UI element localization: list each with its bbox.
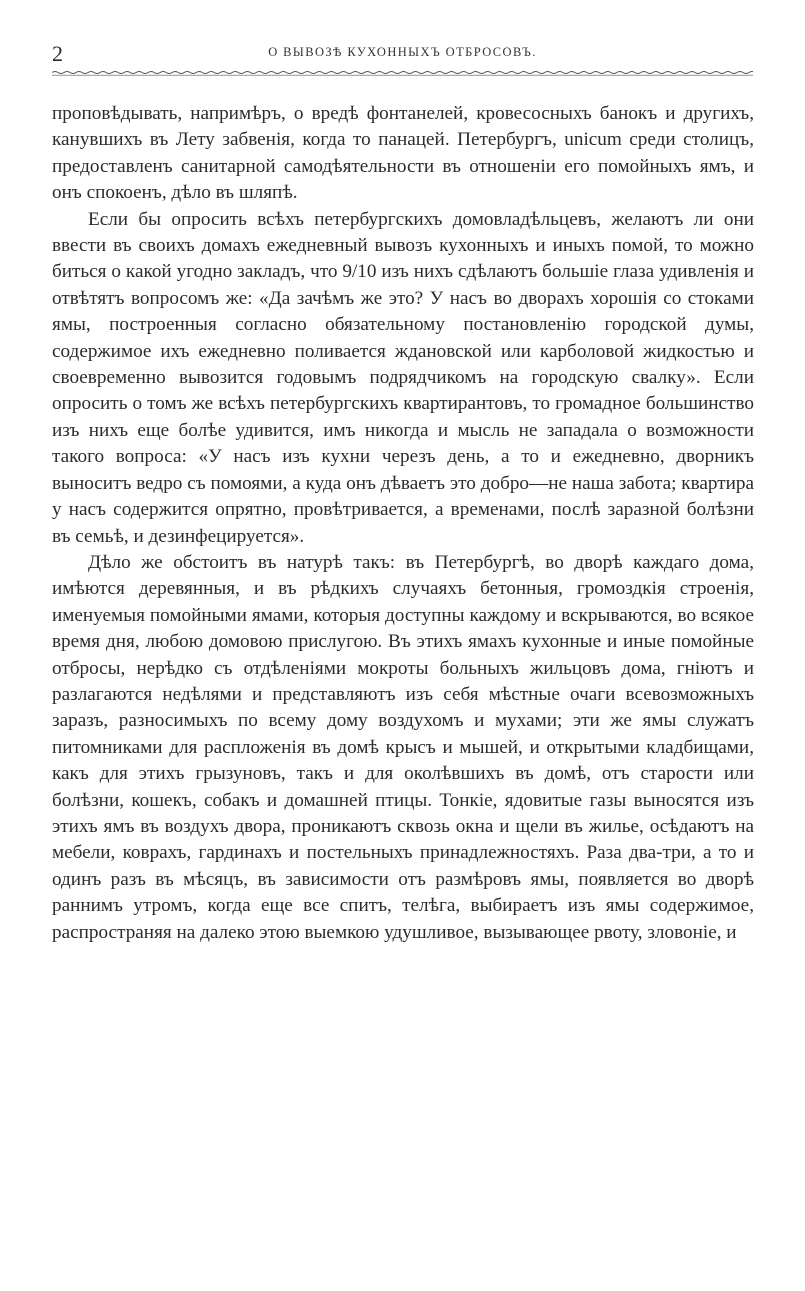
paragraph-homeowners: Если бы опросить всѣхъ петербургскихъ домовладѣльцевъ, желаютъ ли они ввести въ своихъ домахъ ежедневный вывозъ кухонныхъ и иныхъ помой, то можно биться о какой угодно закладъ, что 9/10 изъ нихъ сдѣлаютъ большіе глаза удивленія и отвѣтятъ вопросомъ же: «Да зачѣмъ же это? У насъ во дворахъ хорошія со стоками ямы, построенныя согласно обязательному постановленію городской думы, содержимое ихъ ежедневно поливается ждановской или карболовой жидкостью и своевременно вывозится годовымъ подрядчикомъ на городскую свалку». Если опросить о томъ же всѣхъ петербургскихъ квартирантовъ, то громадное большинство изъ нихъ еще болѣе удивится, имъ никогда и мысль не западала о возможности такого вопроса: «У насъ изъ кухни черезъ день, а то и ежедневно, дворникъ выноситъ ведро съ помоями, а куда онъ дѣваетъ это добро—не наша забота; квартира у насъ содержится опрятно, провѣтривается, а временами, послѣ заразной болѣзни въ семьѣ, и дезинфецируется».	[52, 208, 754, 547]
page-number: 2	[52, 41, 63, 66]
wavy-rule-graphic	[52, 70, 753, 76]
paragraph-actual-state: Дѣло же обстоитъ въ натурѣ такъ: въ Петербургѣ, во дворѣ каждаго дома, имѣются деревянныя, и въ рѣдкихъ случаяхъ бетонныя, громоздкія строенія, именуемыя помойными ямами, которыя доступны каждому и вскрываются, во всякое время дня, любою домовою прислугою. Въ этихъ ямахъ кухонные и иные помойные отбросы, нерѣдко съ отдѣленіями мокроты больныхъ жильцовъ дома, гніютъ и разлагаются недѣлями и представляютъ изъ себя мѣстные очаги всевозможныхъ заразъ, разносимыхъ по всему дому воздухомъ и мухами; эти же ямы служатъ питомниками для распложенія въ домѣ крысъ и мышей, и открытыми кладбищами, какъ для этихъ грызуновъ, такъ и для околѣвшихъ въ домѣ, отъ старости или болѣзни, кошекъ, собакъ и домашней птицы. Тонкіе, ядовитые газы выносятся изъ этихъ ямъ въ воздухъ двора, проникаютъ сквозь окна и щели въ жилье, осѣдаютъ на мебели, коврахъ, гардинахъ и постельныхъ принадлежностяхъ. Раза два-три, а то и одинъ разъ въ мѣсяцъ, въ зависимости отъ размѣровъ ямы, появляется во дворѣ раннимъ утромъ, когда еще все спитъ, телѣга, выбираетъ изъ ямы содержимое, распространяя на далеко этою выемкою удушливое, вызывающее рвоту, зловоніе, и	[52, 551, 754, 943]
decorative-wavy-rule	[52, 70, 753, 76]
body-text	[52, 101, 754, 946]
page-header	[52, 40, 753, 76]
paragraph-continuation: проповѣдывать, напримѣръ, о вредѣ фонтанелей, кровесосныхъ банокъ и другихъ, канувшихъ въ Лету забвенія, когда то панацей. Петербургъ, unicum среди столицъ, предоставленъ санитарной самодѣятельности въ отношеніи его помойныхъ ямъ, и онъ спокоенъ, дѣло въ шляпѣ.	[52, 103, 754, 204]
running-title: О ВЫВОЗѢ КУХОННЫХЪ ОТБРОСОВЪ.	[268, 45, 537, 59]
